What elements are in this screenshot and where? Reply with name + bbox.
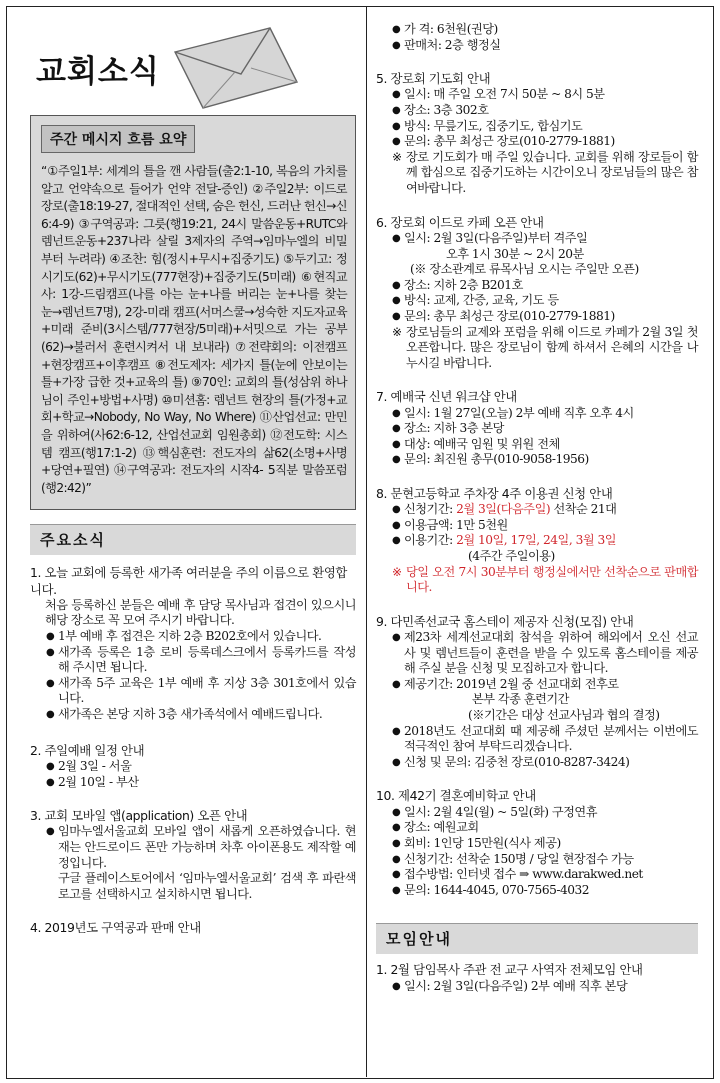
list-item: ● 신청기간: 선착순 150명 / 당일 현장접수 가능 (376, 852, 698, 868)
news-item-4-cont (376, 22, 698, 53)
item-title: 7. 예배국 신년 워크샵 안내 (376, 389, 517, 405)
item-text: 처음 등록하신 분들은 예배 후 담당 목사님과 접견이 있으시니 해당 장소로 꼭 모여 주시기 바랍니다. (45, 597, 356, 628)
meeting-item-1 (376, 962, 698, 994)
item-title: 1. 2월 담임목사 주관 전 교구 사역자 전체모임 안내 (376, 962, 643, 978)
list-item: ● 회비: 1인당 15만원(식사 제공) (376, 836, 698, 852)
news-item-1 (30, 565, 356, 722)
list-item (376, 533, 698, 549)
left-column (30, 115, 356, 950)
list-item: ● 이용금액: 1만 5천원 (376, 518, 698, 534)
list-item: ● 새가족 등록은 1층 로비 등록데스크에서 등록카드를 작성해 주시면 됩니다. (30, 645, 356, 676)
news-item-10 (376, 788, 698, 898)
list-item: ● 새가족 5주 교육은 1부 예배 후 지상 3층 301호에서 있습니다. (30, 676, 356, 707)
news-item-6 (376, 215, 698, 372)
list-subline: (4주간 주일이용) (468, 549, 555, 564)
list-item: ● 장소: 지하 3층 본당 (376, 421, 698, 437)
meeting-heading: 모임안내 (376, 923, 698, 954)
item-note: ※ 당일 오전 7시 30분부터 행정실에서만 선착순으로 판매합니다. (376, 565, 698, 596)
item-title: 4. 2019년도 구역공과 판매 안내 (30, 920, 201, 936)
list-item: ● 장소: 3층 302호 (376, 103, 698, 119)
list-item: ● 가 격: 6천원(권당) (376, 22, 698, 38)
list-item: ● 제23차 세계선교대회 참석을 위하여 해외에서 오신 선교사 및 렘넌트들이 훈련을 받을 수 있도록 홈스테이를 제공해 주실 분을 신청 및 모집하고자 합니다. (376, 630, 698, 677)
news-item-9 (376, 614, 698, 771)
weekly-summary-box (30, 115, 356, 510)
list-item: ● 제공기간: 2019년 2월 중 선교대회 전후로 (376, 677, 698, 693)
list-item: ● 일시: 1월 27일(오늘) 2부 예배 직후 오후 4시 (376, 406, 698, 422)
list-item: ● 신청 및 문의: 김중천 장로(010-8287-3424) (376, 755, 698, 771)
list-item: ● 1부 예배 후 접견은 지하 2층 B202호에서 있습니다. (30, 629, 356, 645)
news-heading: 주요소식 (30, 524, 356, 555)
list-subline: (※ 장소관계로 류목사님 오시는 주일만 오픈) (410, 262, 639, 277)
list-item (376, 502, 698, 518)
item-title: 10. 제42기 결혼예비학교 안내 (376, 788, 536, 804)
list-item: ● 2월 3일 - 서울 (30, 759, 356, 775)
news-item-7 (376, 389, 698, 468)
item-note: ※ 장로 기도회가 매 주일 있습니다. 교회를 위해 장로들이 함께 합심으로 집중기도하는 시간이오니 장로님들의 많은 참여바랍니다. (376, 150, 698, 197)
list-item: ● 2월 10일 - 부산 (30, 775, 356, 791)
summary-text: “①주일1부: 세계의 틀을 깬 사람들(출2:1-10, 복음의 가치를 알고 언약속으로 들어가 언약 전달-증인) ②주일2부: 이드로 장로(출18:19-27, 절대적인 선택, 숨은 헌신, 드러난 헌신→신6:4-9) ③구역공과: 그릇(행19:21, 24시 말씀운동+RUTC와 렘넌트운동+237나라 살릴 3제자의 주역→임마누엘의 비밀부터 누려라) ④조찬: 힘(정시+무시+집중기도) ⑤두기고: 정시기도(62)+무시기도(777현장)+집중기도(5미래) ⑥현직교사: 1강-드림캠프(나를 아는 눈+나를 버리는 눈+나를 찾는 눈→렘넌트7명), 2강-미래 캠프(서머스쿨→성숙한 지도자교육+미래 준비(3시스템/777현장/5미래)+서밋으로 가는 공부(62)→불러서 훈련시켜서 내 보내라) ⑦전략회의: 이전캠프+현장캠프+이후캠프 ⑧전도제자: 세가지 틀(눈에 안보이는 틀+가장 급한 것+교육의 틀) ⑨70인: 교회의 틀(성삼위 하나님이 주인+방법+사명) ⑩미션홈: 렘넌트 현장의 틀(가정+교회+학교→Nobody, No Way, No Where) ⑪산업선교: 만민을 위하여(사62:6-12, 산업선교회 임원총회) ⑫전도학: 시스템 캠프(행17:1-2) ⑬핵심훈련: 전도자의 삶62(소명+사명+당연+필연) ⑭구역공과: 전도자의 시작4- 5직분 말씀포럼(행2:42)” (41, 164, 347, 495)
list-item: ● 일시: 2월 3일(다음주일) 2부 예배 직후 본당 (376, 979, 698, 995)
item-note: ※ 장로님들의 교제와 포럼을 위해 이드로 카페가 2월 3일 첫 오픈합니다. 많은 장로님이 함께 하셔서 은혜의 시간을 나누시길 바랍니다. (376, 325, 698, 372)
list-item: ● 대상: 예배국 임원 및 위원 전체 (376, 437, 698, 453)
column-divider (366, 6, 367, 1077)
list-item: ● 장소: 지하 2층 B201호 (376, 278, 698, 294)
item-title: 2. 주일예배 일정 안내 (30, 742, 145, 758)
news-item-4 (30, 920, 356, 936)
list-item: ● 방식: 교제, 간증, 교육, 기도 등 (376, 293, 698, 309)
list-item: ● 일시: 2월 3일(다음주일)부터 격주일 (376, 231, 698, 247)
list-item: ● 장소: 예원교회 (376, 820, 698, 836)
item-title: 1. 오늘 교회에 등록한 새가족 여러분을 주의 이름으로 환영합니다. (30, 565, 347, 597)
highlight-date: 2월 3일(다음주일) (456, 502, 551, 517)
item-title: 6. 장로회 이드로 카페 오픈 안내 (376, 214, 544, 230)
label: 이용기간: (404, 533, 457, 548)
label: 신청기간: (404, 502, 457, 517)
list-item: ● 판매처: 2층 행정실 (376, 38, 698, 54)
item-title: 3. 교회 모바일 앱(application) 오픈 안내 (30, 808, 248, 824)
item-title: 9. 다민족선교국 홈스테이 제공자 신청(모집) 안내 (376, 613, 634, 629)
list-item: ● 접수방법: 인터넷 접수 ⇒ www.darakwed.net (376, 867, 698, 883)
list-subline: (※기간은 대상 선교사님과 협의 결정) (468, 708, 660, 723)
highlight-date: 2월 10일, 17일, 24일, 3월 3일 (456, 533, 616, 548)
list-item: ● 문의: 최진원 총무(010-9058-1956) (376, 452, 698, 468)
list-item: ● 방식: 무릎기도, 집중기도, 합심기도 (376, 119, 698, 135)
summary-heading: 주간 메시지 흐름 요약 (41, 125, 195, 153)
list-item: ● 2018년도 선교대회 때 제공해 주셨던 분께서는 이번에도 적극적인 참여 부탁드리겠습니다. (376, 724, 698, 755)
list-item: ● 새가족은 본당 지하 3층 새가족석에서 예배드립니다. (30, 707, 356, 723)
news-item-3 (30, 808, 356, 902)
item-title: 8. 문현고등학교 주차장 4주 이용권 신청 안내 (376, 485, 613, 501)
text: 선착순 21대 (550, 502, 617, 517)
news-item-2 (30, 743, 356, 790)
right-column (376, 22, 698, 1007)
page-title: 교회소식 (36, 54, 160, 90)
news-item-5 (376, 71, 698, 196)
item-text: 구글 플레이스토어에서 ‘임마누엘서울교회’ 검색 후 파란색 로고를 선택하시고 설치하시면 됩니다. (58, 871, 356, 901)
list-item: ● 임마누엘서울교회 모바일 앱이 새롭게 오픈하였습니다. 현재는 안드로이드 폰만 가능하며 차후 아이폰용도 제작할 예정입니다. (30, 824, 356, 871)
list-subline: 오후 1시 30분 ~ 2시 20분 (446, 246, 584, 261)
list-subline: 본부 각종 훈련기간 (472, 692, 569, 707)
list-item: ● 문의: 총무 최성근 장로(010-2779-1881) (376, 309, 698, 325)
list-item: ● 문의: 1644-4045, 070-7565-4032 (376, 883, 698, 899)
item-title: 5. 장로회 기도회 안내 (376, 71, 491, 87)
list-item: ● 문의: 총무 최성근 장로(010-2779-1881) (376, 134, 698, 150)
envelope-icon (165, 22, 315, 114)
list-item: ● 일시: 매 주일 오전 7시 50분 ~ 8시 5분 (376, 87, 698, 103)
list-item: ● 일시: 2월 4일(월) ~ 5일(화) 구정연휴 (376, 805, 698, 821)
news-item-8 (376, 486, 698, 596)
